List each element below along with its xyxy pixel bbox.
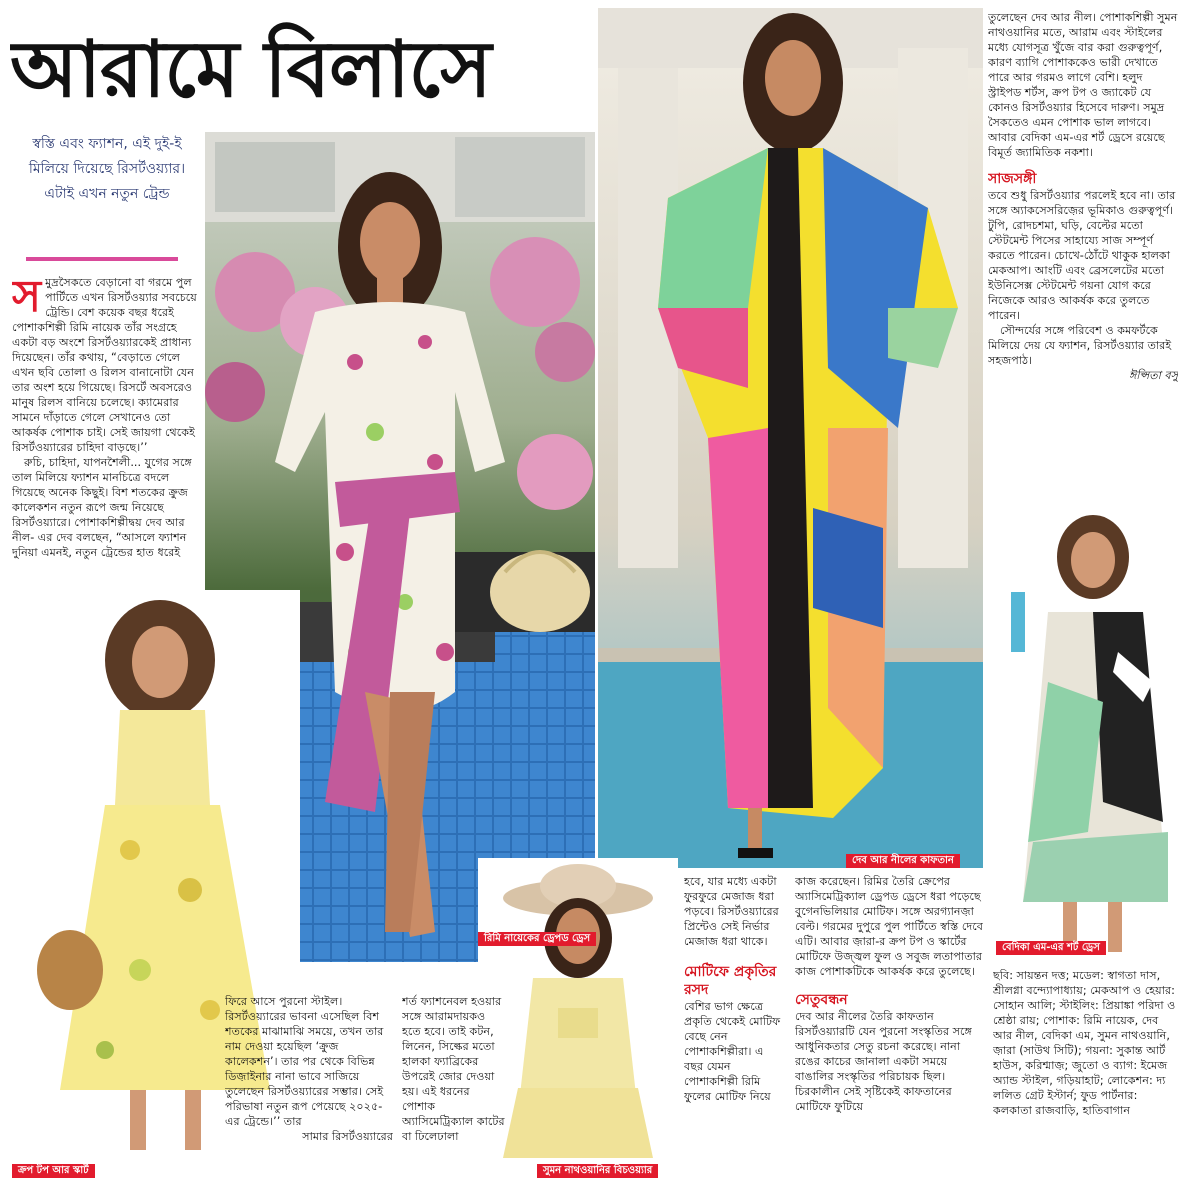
photo-short-dress [993, 502, 1175, 956]
photo-kaftan [598, 8, 983, 868]
right-paragraph-1: তুলেছেন দেব আর নীল। পোশাকশিল্পী সুমন নাথওয়ানির মতে, আরাম এবং স্টাইলের মধ্যে যোগসূত্র খুঁজে বার করা গুরুত্বপূর্ণ, কারণ ব্যাগি পোশাককেও ভারী দেখাতে পারে আর গরমও লাগে বেশি। হলুদ স্ট্রাইপড শর্টস, ক্রপ টপ ও জ্যাকেট যে কোনও রিসর্টওয়্যার হিসেবে দারুণ। সমুদ্র সৈকতেও এমন পোশাক ভাল লাগবে। আবার বেদিকা এম-এর শর্ট ড্রেসে রয়েছে বিমূর্ত জ্যামিতিক নকশা। [988, 11, 1178, 159]
headline: আরামে বিলাসে [10, 25, 491, 115]
body-paragraph-1 [12, 275, 200, 455]
caption-vedika: বেদিকা এম-এর শর্ট ড্রেস [996, 941, 1106, 955]
photo-kaftan-art [598, 8, 983, 868]
caption-dev-neel: দেব আর নীলের কাফতান [846, 854, 960, 868]
body-bottom-2-text: শর্ত ফ্যাশনেবল হওয়ার সঙ্গে আরামদায়কও হতে হবে। তাই কটন, লিনেন, সিল্কের মতো হালকা ফ্যাব্রিকের উপরেই জোর দেওয়া হয়। এই ধরনের পোশাক অ্যাসিমেট্রিক্যাল কাটের বা ঢিলেঢালা [402, 995, 505, 1143]
intro-deck: স্বস্তি এবং ফ্যাশন, এই দুই-ই মিলিয়ে দিয়েছে রিসর্টওয়্যার। এটাই এখন নতুন ট্রেন্ড [28, 136, 186, 202]
body-bottom-4a-text: কাজ করেছেন। রিমির তৈরি ক্রেপের অ্যাসিমেট্রিক্যাল ড্রেপড ড্রেসে ধরা পড়েছে বুগেনভিলিয়ার মোটিফ। সঙ্গে অরগ্যানজ়া বেল্ট। গরমের দুপুরে পুল পার্টিতে স্বস্তি দেবে এটি। আবার জ়ারা-র ক্রপ টপ ও স্কার্টের মোটিফে উজ্জ্বল ফুল ও সবুজ লতাপাতার কাজ পোশাকটিকে আকর্ষক করে তুলেছে। [795, 875, 983, 978]
caption-crop: ক্রপ টপ আর স্কার্ট [12, 1164, 95, 1178]
body-paragraph-2: রুচি, চাহিদা, যাপনশৈলী... যুগের সঙ্গে তাল মিলিয়ে ফ্যাশন মানচিত্রে বদলে গিয়েছে অনেক কিছুই। বিশ শতকের ক্রুজ কালেকশন নতুন রূপে জন্ম নিয়েছে রিসর্টওয়্যারে। পোশাকশিল্পীদ্বয় দেব আর নীল- এর দেব বলছেন, “আসলে ফ্যাশন দুনিয়া এমনই, নতুন ট্রেন্ডের হাত ধরেই [12, 456, 192, 559]
body-column-bottom-4 [795, 874, 985, 1184]
subhead-motif: মোটিফে প্রকৃতির রসদ [684, 964, 777, 998]
body-bottom-3b-text: বেশির ভাগ ক্ষেত্রে প্রকৃতি থেকেই মোটিফ বেছে নেন পোশাকশিল্পীরা। এ বছর যেমন পোশাকশিল্পী রিমি ফুলের মোটিফ নিয়ে [684, 1000, 781, 1103]
dropcap: স [12, 275, 42, 322]
intro-rule [26, 257, 178, 261]
credits-text: ছবি: সায়ন্তন দত্ত; মডেল: স্বাগতা দাস, শ্রীলগ্না বন্দ্যোপাধ্যায়; মেকআপ ও হেয়ার: সোহান আলি; স্টাইলিং: প্রিয়াঙ্কা পরিদা ও শ্রেষ্ঠা রায়; পোশাক: রিমি নায়েক, দেব আর নীল, বেদিকা এম, সুমন নাথওয়ানি, জ়ারা (সাউথ সিটি); গয়না: সুকান্ত আর্ট হাউস, করিশ্মাজ়; জুতো ও ব্যাগ: ইমেজ অ্যান্ড স্টাইল, গড়িয়াহাট; লোকেশন: দ্য ললিত গ্রেট ইস্টার্ন; ফুড পার্টনার: কলকাতা রাজবাড়ি, হাতিবাগান [993, 969, 1176, 1117]
caption-rimi: রিমি নায়েকের ড্রেপড ড্রেস [478, 932, 596, 946]
body-column-bottom-1 [225, 994, 393, 1186]
body-column-bottom-3 [684, 874, 784, 1184]
body-bottom-4b-text: দেব আর নীলের তৈরি কাফতান রিসর্টওয়্যারটি যেন পুরনো সংস্কৃতির সঙ্গে আধুনিকতার সেতু রচনা করেছে। নানা রঙের কাচের জানালা একটা সময়ে বাঙালির সংস্কৃতির পরিচায়ক ছিল। চিরকালীন সেই সৃষ্টিকেই কাফতানের মোটিফে ফুটিয়ে [795, 1010, 972, 1113]
body-paragraph-1-text: মুদ্রসৈকতে বেড়ানো বা গরমে পুল পার্টিতে এখন রিসর্টওয়্যার সবচেয়ে ট্রেন্ডি। বেশ কয়েক বছর ধরেই পোশাকশিল্পী রিমি নায়েক তাঁর সংগ্রহে একটা বড় অংশে রিসর্টওয়্যারকেই প্রাধান্য দিয়েছেন। তাঁর কথায়, “বেড়াতে গেলে এখন ছবি তোলা ও রিলস বানানোটা যেন তার অংশ হয়ে গিয়েছে। রিসর্টে অবসরেও মানুষ রিলস বানিয়ে চলেছে। ক্যামেরার সামনে দাঁড়াতে গেলে সেখানেও তো আকর্ষক পোশাক চাই। সেই জায়গা থেকেই রিসর্টওয়্যারের চাহিদা বাড়ছে।’’ [12, 276, 197, 454]
photo-credits [993, 968, 1178, 1184]
byline: ঈপ্সিতা বসু [1128, 369, 1178, 382]
subhead-bridge: সেতুবন্ধন [795, 992, 848, 1008]
subhead-accessories: সাজসঙ্গী [988, 171, 1037, 187]
body-bottom-1-text: ফিরে আসে পুরনো স্টাইল। রিসর্টওয়্যারের ভাবনা এসেছিল বিশ শতকের মাঝামাঝি সময়ে, তখন তার নাম দেওয়া হয়েছিল ‘ক্রুজ কালেকশন’। তার পর থেকে বিভিন্ন ডিজ়াইনার নানা ভাবে সাজিয়ে তুলেছেন রিসর্টওয়্যারের সম্ভার। সেই পরিভাষা নতুন রূপ পেয়েছে ২০২৫-এর ট্রেন্ডে।’’ তার [225, 995, 384, 1128]
body-bottom-3a-text: হবে, যার মধ্যে একটা ফুরফুরে মেজাজ ধরা পড়বে। রিসর্টওয়্যারের প্রিন্টেও সেই নির্ভার মেজাজ ধরা থাকে। [684, 875, 779, 948]
body-column-right [988, 10, 1178, 498]
body-column-bottom-2 [402, 994, 506, 1186]
caption-suman: সুমন নাথওয়ানির বিচওয়্যার [537, 1164, 658, 1178]
body-bottom-1-tail: সামার রিসর্টওয়্যারের [302, 1130, 393, 1143]
right-paragraph-2: তবে শুধু রিসর্টওয়্যার পরলেই হবে না। তার সঙ্গে অ্যাকসেসরিজ়ের ভূমিকাও গুরুত্বপূর্ণ। টুপি, রোদচশমা, ঘড়ি, বেল্টের মতো স্টেটমেন্ট পিসের সাহায্যে সাজ সম্পূর্ণ করতে পারেন। চোখে-ঠোঁটে থাকুক হালকা মেকআপ। আংটি এবং ব্রেসলেটের মতো ইউনিসেক্স স্টেটমেন্ট গয়না যোগ করে নিজেকে আরও আকর্ষক করে তুলতে পারেন। [988, 189, 1176, 322]
photo-beachwear-art [478, 858, 678, 1180]
photo-short-dress-art [993, 502, 1175, 956]
right-paragraph-3: সৌন্দর্যের সঙ্গে পরিবেশ ও কমফর্টকে মিলিয়ে দেয় যে ফ্যাশন, রিসর্টওয়্যার তারই সহজপাঠ। [988, 324, 1172, 367]
body-column-left [12, 275, 200, 715]
photo-beachwear [478, 858, 678, 1180]
